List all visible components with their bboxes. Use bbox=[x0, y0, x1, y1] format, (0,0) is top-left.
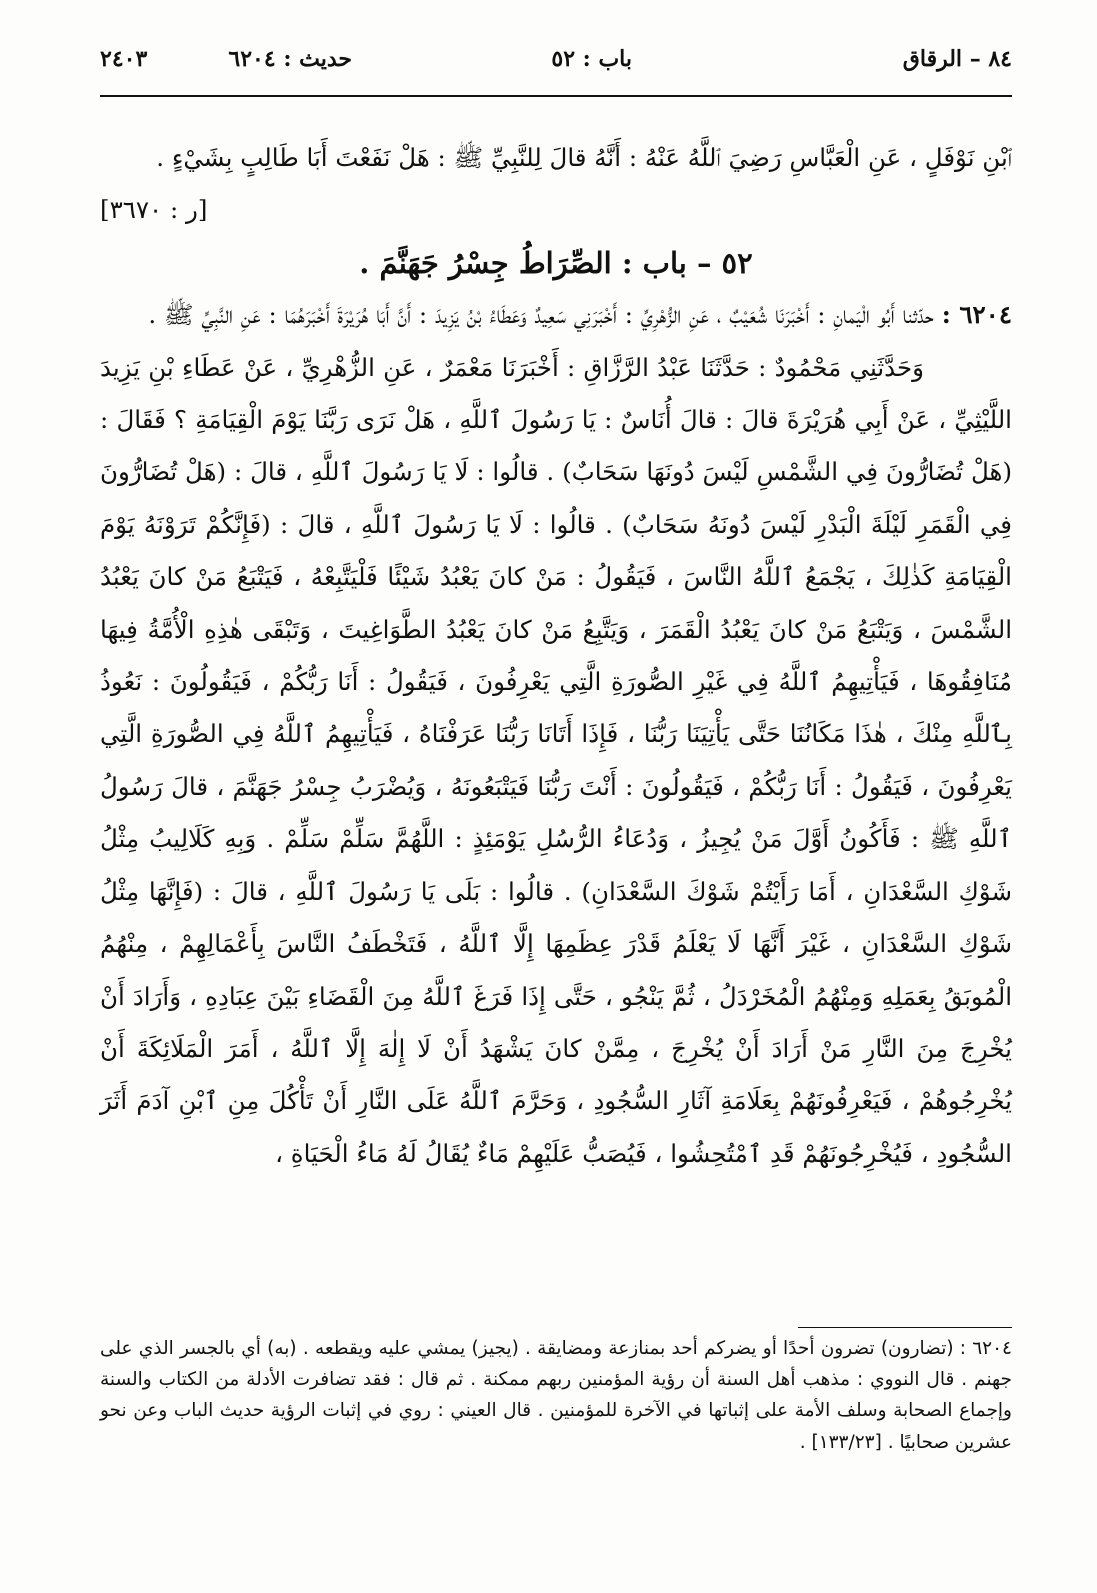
continuation-paragraph: ٱبْنِ نَوْفَلٍ ، عَنِ الْعَبَّاسِ رَضِيَ ٱللَّهُ عَنْهُ : أَنَّهُ قالَ لِلنَّبِيِّ ﷺ : هَلْ نَفَعْتَ أَبَا طَالِبٍ بِشَيْءٍ . bbox=[156, 143, 1012, 172]
header-bab: باب : ٥٢ bbox=[551, 46, 632, 72]
page-number: ٢٤٠٣ bbox=[100, 46, 148, 72]
header-hadith-number: حديث : ٦٢٠٤ bbox=[228, 46, 352, 72]
footnotes bbox=[100, 1333, 1012, 1458]
header-book-title: ٨٤ – الرقاق bbox=[902, 46, 1012, 72]
main-text bbox=[100, 132, 1012, 1180]
cross-reference: [ر : ٣٦٧٠] bbox=[100, 195, 208, 225]
running-header bbox=[100, 42, 1012, 86]
isnad-text: حدّثنا أَبُو الْيَمانِ : أَخْبَرَنَا شُعَيْبٌ ، عَنِ الزُّهْرِيِّ : أَخْبَرَنِي سَعِيدٌ وَعَطَاءُ بْنُ يَزِيدَ : أَنَّ أَبَا هُرَيْرَةَ أَخْبَرَهُمَا : عَنِ النَّبِيِّ ﷺ . bbox=[148, 300, 934, 330]
footnote-text: ٦٢٠٤ : (تضارون) تضرون أحدًا أو يضركم أحد بمنازعة ومضايقة . (يجيز) يمشي عليه ويقطعه . (به) أي بالجسر الذي على جهنم . قال النووي : مذهب أهل السنة أن رؤية المؤمنين ربهم ممكنة . ثم قال : فقد تضافرت الأدلة من الكتاب والسنة وإجماع الصحابة وسلف الأمة على إثباتها في الآخرة للمؤمنين . قال العيني : روي في إثبات الرؤية حديث الباب وعن نحو عشرين صحابيًا . [١٣٣/٢٣] . bbox=[100, 1338, 1012, 1453]
header-divider bbox=[100, 95, 1012, 97]
matn-paragraph: وَحَدَّثَنِي مَحْمُودٌ : حَدَّثَنَا عَبْدُ الرَّزَّاقِ : أَخْبَرَنَا مَعْمَرٌ ، عَنِ الزُّهْرِيِّ ، عَنْ عَطَاءِ بْنِ يَزِيدَ اللَّيْثِيِّ ، عَنْ أَبِي هُرَيْرَةَ قالَ : قالَ أُنَاسٌ : يَا رَسُولَ ٱللَّهِ ، هَلْ نَرَى رَبَّنَا يَوْمَ الْقِيَامَةِ ؟ فَقَالَ : (هَلْ تُضَارُّونَ فِي الشَّمْسِ لَيْسَ دُونَهَا سَحَابٌ) . قالُوا : لَا يَا رَسُولَ ٱللَّهِ ، قالَ : (هَلْ تُضَارُّونَ فِي الْقَمَرِ لَيْلَةَ الْبَدْرِ لَيْسَ دُونَهُ سَحَابٌ) . قالُوا : لَا يَا رَسُولَ ٱللَّهِ ، قالَ : (فَإِنَّكُمْ تَرَوْنَهُ يَوْمَ الْقِيَامَةِ كَذٰلِكَ ، يَجْمَعُ ٱللَّهُ النَّاسَ ، فَيَقُولُ : مَنْ كانَ يَعْبُدُ شَيْئًا فَلْيَتَّبِعْهُ ، فَيَتْبَعُ مَنْ كانَ يَعْبُدُ الشَّمْسَ ، وَيَتْبَعُ مَنْ كانَ يَعْبُدُ الْقَمَرَ ، وَيَتَّبِعُ مَنْ كانَ يَعْبُدُ الطَّوَاغِيتَ ، وَتَبْقَى هٰذِهِ الْأُمَّةُ فِيهَا مُنَافِقُوهَا ، فَيَأْتِيهِمُ ٱللَّهُ فِي غَيْرِ الصُّورَةِ الَّتِي يَعْرِفُونَ ، فَيَقُولُ : أَنَا رَبُّكُمْ ، فَيَقُولُونَ : نَعُوذُ بِٱللَّهِ مِنْكَ ، هٰذَا مَكَانُنَا حَتَّى يَأْتِيَنَا رَبُّنَا ، فَإِذَا أَتَانَا رَبُّنَا عَرَفْنَاهُ ، فَيَأْتِيهِمُ ٱللَّهُ فِي الصُّورَةِ الَّتِي يَعْرِفُونَ ، فَيَقُولُ : أَنَا رَبُّكُمْ ، فَيَقُولُونَ : أَنْتَ رَبُّنَا فَيَتْبَعُونَهُ ، وَيُضْرَبُ جِسْرُ جَهَنَّمَ ، قالَ رَسُولُ ٱللَّهِ ﷺ : فَأَكُونُ أَوَّلَ مَنْ يُجِيزُ ، وَدُعَاءُ الرُّسُلِ يَوْمَئِذٍ : اللَّهُمَّ سَلِّمْ سَلِّمْ . وَبِهِ كَلَالِيبُ مِثْلُ شَوْكِ السَّعْدَانِ ، أَمَا رَأَيْتُمْ شَوْكَ السَّعْدَانِ) . قالُوا : بَلَى يَا رَسُولَ ٱللَّهِ ، قالَ : (فَإِنَّهَا مِثْلُ شَوْكِ السَّعْدَانِ ، غَيْرَ أَنَّهَا لَا يَعْلَمُ قَدْرَ عِظَمِهَا إِلَّا ٱللَّهُ ، فَتَخْطَفُ النَّاسَ بِأَعْمَالِهِمْ ، مِنْهُمُ الْمُوبَقُ بِعَمَلِهِ وَمِنْهُمُ الْمُخَرْدَلُ ، ثُمَّ يَنْجُو ، حَتَّى إِذَا فَرَغَ ٱللَّهُ مِنَ الْقَضَاءِ بَيْنَ عِبَادِهِ ، وَأَرَادَ أَنْ يُخْرِجَ مِنَ النَّارِ مَنْ أَرَادَ أَنْ يُخْرِجَ ، مِمَّنْ كانَ يَشْهَدُ أَنْ لَا إِلٰهَ إِلَّا ٱللَّهُ ، أَمَرَ الْمَلَائِكَةَ أَنْ يُخْرِجُوهُمْ ، فَيَعْرِفُونَهُمْ بِعَلَامَةِ آثَارِ السُّجُودِ ، وَحَرَّمَ ٱللَّهُ عَلَى النَّارِ أَنْ تَأْكُلَ مِنِ ٱبْنِ آدَمَ أَثَرَ السُّجُودِ ، فَيُخْرِجُونَهُمْ قَدِ ٱمْتُحِشُوا ، فَيُصَبُّ عَلَيْهِمْ مَاءٌ يُقَالُ لَهُ مَاءُ الْحَيَاةِ ، bbox=[100, 352, 1012, 1168]
chapter-title: ٥٢ – باب : الصِّرَاطُ جِسْرُ جَهَنَّمَ . bbox=[359, 245, 753, 280]
hadith-number: ٦٢٠٤ : bbox=[941, 300, 1012, 330]
isnad-paragraph bbox=[100, 289, 1012, 341]
footnote-divider bbox=[798, 1327, 1012, 1328]
